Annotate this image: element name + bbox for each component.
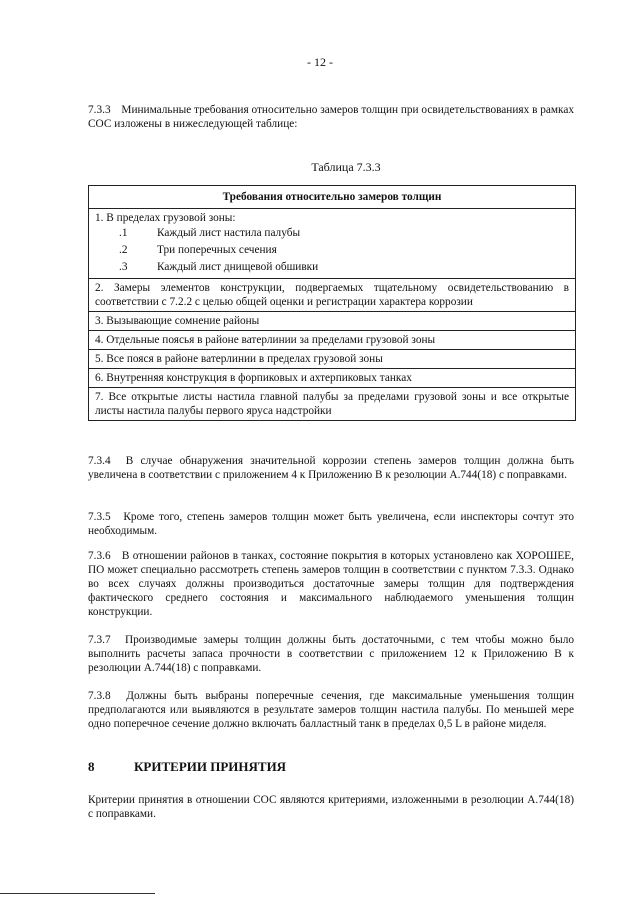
- paragraph-number: 7.3.5: [88, 511, 111, 523]
- table-header-row: [89, 186, 576, 209]
- sub-item-number: .1: [119, 227, 128, 239]
- footer-rule: [0, 893, 155, 894]
- closing-paragraph: Критерии принятия в отношении СОС являются критериями, изложенными в резолюции А.744(18) с поправками.: [88, 794, 574, 820]
- section-heading: [88, 760, 286, 774]
- table-header: Требования относительно замеров толщин: [89, 186, 576, 209]
- paragraph-number: 7.3.3: [88, 104, 111, 116]
- paragraph: [88, 549, 574, 619]
- paragraph-number: 7.3.4: [88, 455, 111, 467]
- row-label: 1. В пределах грузовой зоны:: [95, 212, 236, 224]
- paragraph: [88, 689, 574, 731]
- table-row: [89, 331, 576, 350]
- table-row: [89, 350, 576, 369]
- page-number: - 12 -: [307, 55, 333, 69]
- section-number: 8: [88, 759, 95, 774]
- sub-item-number: .2: [119, 244, 128, 256]
- table-cell: 2. Замеры элементов конструкции, подвергаемых тщательному освидетельствованию в соответствии с 7.2.2 с целью общей оценки и регистрации характера коррозии: [89, 279, 576, 312]
- paragraph-number: 7.3.6: [88, 550, 111, 562]
- section-title: КРИТЕРИИ ПРИНЯТИЯ: [134, 759, 287, 774]
- paragraph-text: Кроме того, степень замеров толщин может быть увеличена, если инспекторы сочтут это необходимым.: [88, 511, 574, 537]
- table-row: [89, 312, 576, 331]
- paragraph-text: Должны быть выбраны поперечные сечения, где максимальные уменьшения толщин предполагаются или выявляются в результате замеров толщин настила палубы. По меньшей мере одно поперечное сечение должно включать балластный танк в пределах 0,5 L в районе миделя.: [88, 690, 574, 730]
- paragraph: [88, 510, 574, 538]
- requirements-table: [88, 185, 576, 421]
- sub-item-text: Каждый лист настила палубы: [157, 227, 301, 239]
- table-cell: 6. Внутренняя конструкция в форпиковых и ахтерпиковых танках: [89, 369, 576, 388]
- sub-item-text: Три поперечных сечения: [157, 244, 277, 256]
- sub-item: [119, 242, 569, 259]
- table-caption: Таблица 7.3.3: [311, 160, 381, 174]
- table-row: [89, 369, 576, 388]
- intro-paragraph: [88, 103, 574, 131]
- table-cell: 7. Все открытые листы настила главной палубы за пределами грузовой зоны и все открытые листы настила палубы первого яруса надстройки: [89, 388, 576, 421]
- table-row: [89, 279, 576, 312]
- sub-item-text: Каждый лист днищевой обшивки: [157, 261, 319, 273]
- paragraph-text: Минимальные требования относительно замеров толщин при освидетельствованиях в рамках СОС изложены в нижеследующей таблице:: [88, 104, 575, 130]
- table-row: [89, 388, 576, 421]
- paragraph-text: Производимые замеры толщин должны быть достаточными, с тем чтобы можно было выполнить расчеты запаса прочности в соответствии с приложением 12 к Приложению В к резолюции А.744(18) с поправками.: [88, 634, 575, 674]
- paragraph: [88, 454, 574, 482]
- table-row: [89, 209, 576, 279]
- paragraph-number: 7.3.7: [88, 634, 111, 646]
- sub-item: [119, 259, 569, 276]
- sub-item: [119, 225, 569, 242]
- paragraph-text: В отношении районов в танках, состояние покрытия в которых установлено как ХОРОШЕЕ, ПО может специально рассмотреть степень замеров толщин в соответствии с пунктом 7.3.3. Однако во всех случаях должны производиться достаточные замеры толщин для подтверждения фактического среднего состояния и максимального наблюдаемого уменьшения толщин конструкции.: [88, 550, 574, 618]
- paragraph-text: В случае обнаружения значительной коррозии степень замеров толщин должна быть увеличена в соответствии с приложением 4 к Приложению В к резолюции А.744(18) с поправками.: [88, 455, 574, 481]
- table-cell: 4. Отдельные поясья в районе ватерлинии за пределами грузовой зоны: [89, 331, 576, 350]
- table-cell: 5. Все пояся в районе ватерлинии в пределах грузовой зоны: [89, 350, 576, 369]
- paragraph-number: 7.3.8: [88, 690, 111, 702]
- table-cell: [89, 209, 576, 279]
- sub-item-number: .3: [119, 261, 128, 273]
- table-cell: 3. Вызывающие сомнение районы: [89, 312, 576, 331]
- paragraph: [88, 633, 574, 675]
